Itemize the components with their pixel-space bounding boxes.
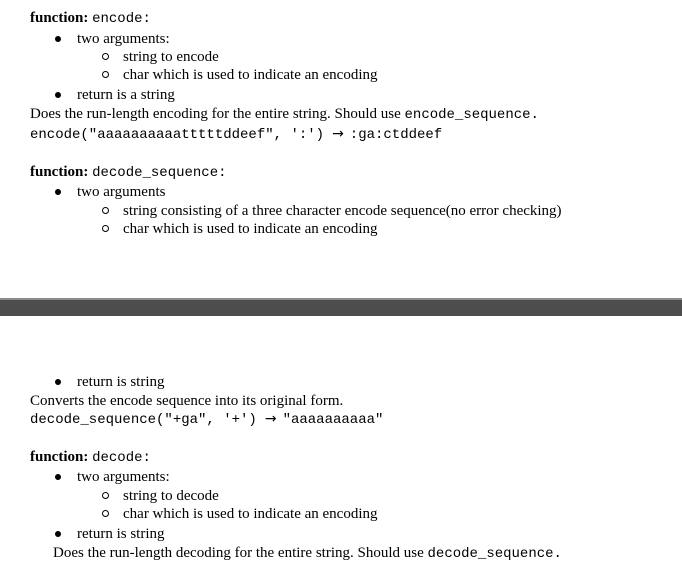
document-page-bottom: [0, 316, 682, 584]
sub-bullet-item: [102, 220, 378, 238]
sub-bullet-item: [102, 505, 378, 523]
page-break-separator: [0, 298, 682, 316]
bullet-text: return is string: [77, 526, 165, 542]
description-text: Converts the encode sequence into its original form.: [30, 393, 344, 409]
sub-bullet-text: string to encode: [123, 49, 219, 65]
bullet-dot-icon: [55, 474, 61, 480]
decode-sequence-function-heading: [30, 163, 227, 181]
code-reference: decode_sequence.: [427, 546, 562, 562]
function-keyword: function:: [30, 449, 89, 465]
example-result: "aaaaaaaaaa": [282, 412, 384, 428]
bullet-text: return is string: [77, 374, 165, 390]
bullet-circle-icon: [102, 225, 109, 232]
right-arrow-icon: →: [264, 411, 277, 427]
bullet-item: [55, 468, 170, 486]
bullet-circle-icon: [102, 71, 109, 78]
bullet-circle-icon: [102, 207, 109, 214]
function-name: decode_sequence:: [92, 165, 227, 181]
sub-bullet-item: [102, 487, 219, 505]
decode-sequence-example: [30, 410, 383, 428]
code-reference: encode_sequence.: [404, 107, 539, 123]
sub-bullet-item: [102, 48, 219, 66]
bullet-item: [55, 86, 175, 104]
sub-bullet-text: char which is used to indicate an encoding: [123, 221, 378, 237]
bullet-item: [55, 30, 170, 48]
bullet-text: return is a string: [77, 87, 175, 103]
bullet-dot-icon: [55, 36, 61, 42]
bullet-text: two arguments:: [77, 469, 170, 485]
sub-bullet-text: char which is used to indicate an encoding: [123, 506, 378, 522]
encode-example: [30, 125, 442, 143]
decode-function-heading: [30, 448, 151, 466]
sub-bullet-item: [102, 202, 562, 220]
bullet-dot-icon: [55, 189, 61, 195]
sub-bullet-text: string consisting of a three character encode sequence(no error checking): [123, 203, 562, 219]
example-result: :ga:ctddeef: [349, 127, 443, 143]
bullet-dot-icon: [55, 379, 61, 385]
sub-bullet-text: char which is used to indicate an encoding: [123, 67, 378, 83]
sub-bullet-item: [102, 66, 378, 84]
bullet-text: two arguments: [77, 184, 166, 200]
example-call: decode_sequence("+ga", '+'): [30, 412, 257, 428]
function-keyword: function:: [30, 164, 89, 180]
bullet-dot-icon: [55, 531, 61, 537]
decode-description: [53, 544, 562, 562]
description-text: Does the run-length decoding for the entire string. Should use: [53, 545, 424, 561]
bullet-circle-icon: [102, 53, 109, 60]
bullet-item: [55, 373, 165, 391]
encode-description: [30, 105, 539, 123]
bullet-circle-icon: [102, 510, 109, 517]
right-arrow-icon: →: [332, 126, 344, 142]
bullet-circle-icon: [102, 492, 109, 499]
function-keyword: function:: [30, 10, 89, 26]
function-name: encode:: [92, 11, 151, 27]
example-call: encode("aaaaaaaaaatttttddeef", ':'): [30, 127, 325, 143]
bullet-item: [55, 183, 165, 201]
bullet-item: [55, 525, 165, 543]
bullet-dot-icon: [55, 92, 61, 98]
encode-function-heading: [30, 9, 151, 27]
bullet-text: two arguments:: [77, 31, 170, 47]
description-text: Does the run-length encoding for the entire string. Should use: [30, 106, 401, 122]
function-name: decode:: [92, 450, 151, 466]
sub-bullet-text: string to decode: [123, 488, 219, 504]
decode-sequence-description: [30, 392, 343, 410]
